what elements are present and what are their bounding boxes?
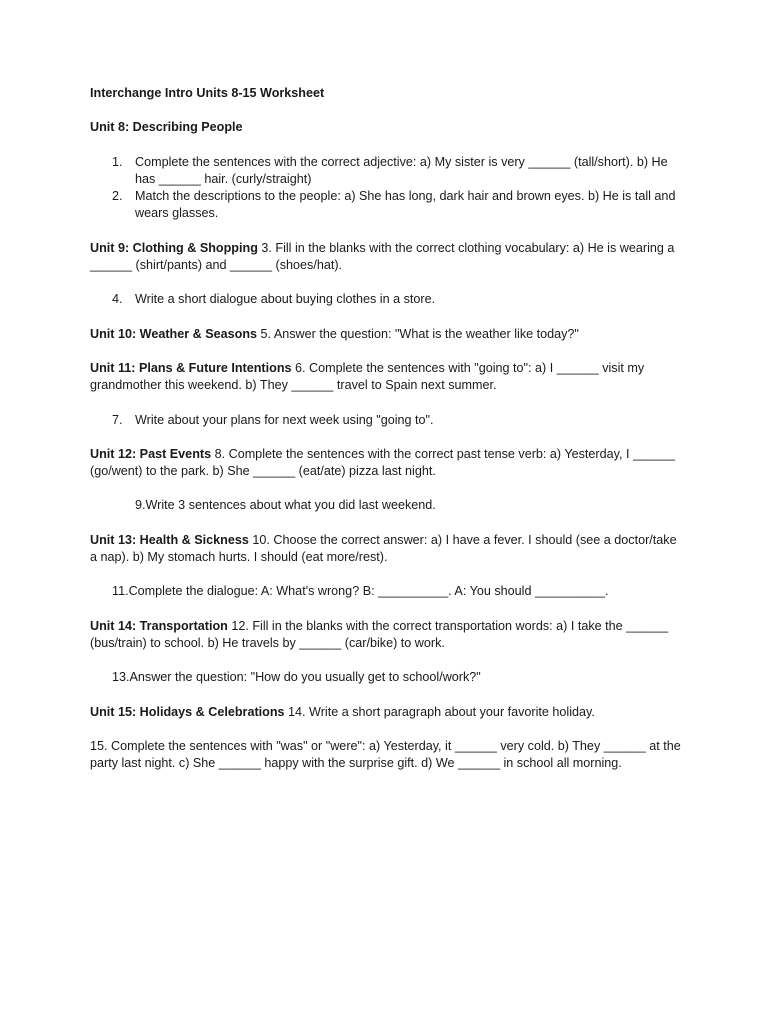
item-text: Write a short dialogue about buying clothes in a store. bbox=[135, 292, 436, 307]
list-item bbox=[90, 291, 682, 308]
unit14-heading: Unit 14: Transportation bbox=[90, 618, 228, 633]
unit15-heading: Unit 15: Holidays & Celebrations bbox=[90, 704, 285, 719]
item-text: Write about your plans for next week using "going to". bbox=[135, 412, 434, 427]
unit9-text: 3. Fill in the blanks with the correct clothing vocabulary: a) He is wearing a ______ (shirt/pants) and ______ (shoes/hat). bbox=[90, 240, 675, 273]
list-item bbox=[90, 412, 682, 429]
unit14-text: 12. Fill in the blanks with the correct transportation words: a) I take the ______ (bus/train) to school. b) He travels by ______ (car/bike) to work. bbox=[90, 618, 669, 650]
unit8-list bbox=[90, 154, 682, 223]
unit9-heading: Unit 9: Clothing & Shopping bbox=[90, 240, 258, 255]
unit12-text: 8. Complete the sentences with the correct past tense verb: a) Yesterday, I ______ (go/went) to the park. b) She ______ (eat/ate) pizza last night. bbox=[90, 446, 676, 479]
item-number: 7. bbox=[112, 412, 123, 427]
unit13-paragraph bbox=[90, 532, 682, 567]
unit8-heading: Unit 8: Describing People bbox=[90, 120, 243, 135]
unit11-text: 6. Complete the sentences with "going to": a) I ______ visit my grandmother this weekend. b) They ______ travel to Spain next summer. bbox=[90, 360, 645, 393]
item-number: 4. bbox=[112, 292, 123, 307]
item13-text: 13.Answer the question: "How do you usually get to school/work?" bbox=[112, 670, 481, 685]
unit12-paragraph bbox=[90, 446, 682, 481]
unit9-list bbox=[90, 291, 682, 308]
unit10-paragraph bbox=[90, 326, 682, 343]
item9-text: 9.Write 3 sentences about what you did last weekend. bbox=[135, 498, 436, 513]
unit13-text: 10. Choose the correct answer: a) I have a fever. I should (see a doctor/take a nap). b) My stomach hurts. I should (eat more/rest). bbox=[90, 532, 677, 565]
item-number: 2. bbox=[112, 189, 123, 204]
unit11-paragraph bbox=[90, 360, 682, 395]
item-text: Complete the sentences with the correct adjective: a) My sister is very ______ (tall/short). b) He has ______ hair. (curly/straight) bbox=[135, 154, 668, 186]
worksheet-page bbox=[90, 85, 682, 789]
unit15-text: 14. Write a short paragraph about your favorite holiday. bbox=[284, 704, 595, 719]
unit15-paragraph bbox=[90, 704, 682, 721]
unit10-heading: Unit 10: Weather & Seasons bbox=[90, 326, 258, 341]
unit14-paragraph bbox=[90, 618, 682, 653]
item15-text: 15. Complete the sentences with "was" or "were": a) Yesterday, it ______ very cold. b) They ______ at the party last night. c) She ______ happy with the surprise gift. d) We ______ in school all morning. bbox=[90, 738, 681, 771]
unit11-list bbox=[90, 412, 682, 429]
item-number: 1. bbox=[112, 154, 123, 169]
item11-text: 11.Complete the dialogue: A: What's wrong? B: __________. A: You should __________. bbox=[112, 584, 609, 599]
unit12-heading: Unit 12: Past Events bbox=[90, 446, 212, 461]
unit13-heading: Unit 13: Health & Sickness bbox=[90, 532, 249, 547]
unit10-text: 5. Answer the question: "What is the weather like today?" bbox=[257, 326, 579, 341]
unit11-heading: Unit 11: Plans & Future Intentions bbox=[90, 360, 292, 375]
list-item bbox=[90, 154, 682, 189]
item-text: Match the descriptions to the people: a) She has long, dark hair and brown eyes. b) He is tall and wears glasses. bbox=[135, 189, 676, 221]
list-item bbox=[90, 188, 682, 223]
unit9-paragraph bbox=[90, 240, 682, 275]
worksheet-title: Interchange Intro Units 8-15 Worksheet bbox=[90, 86, 325, 100]
